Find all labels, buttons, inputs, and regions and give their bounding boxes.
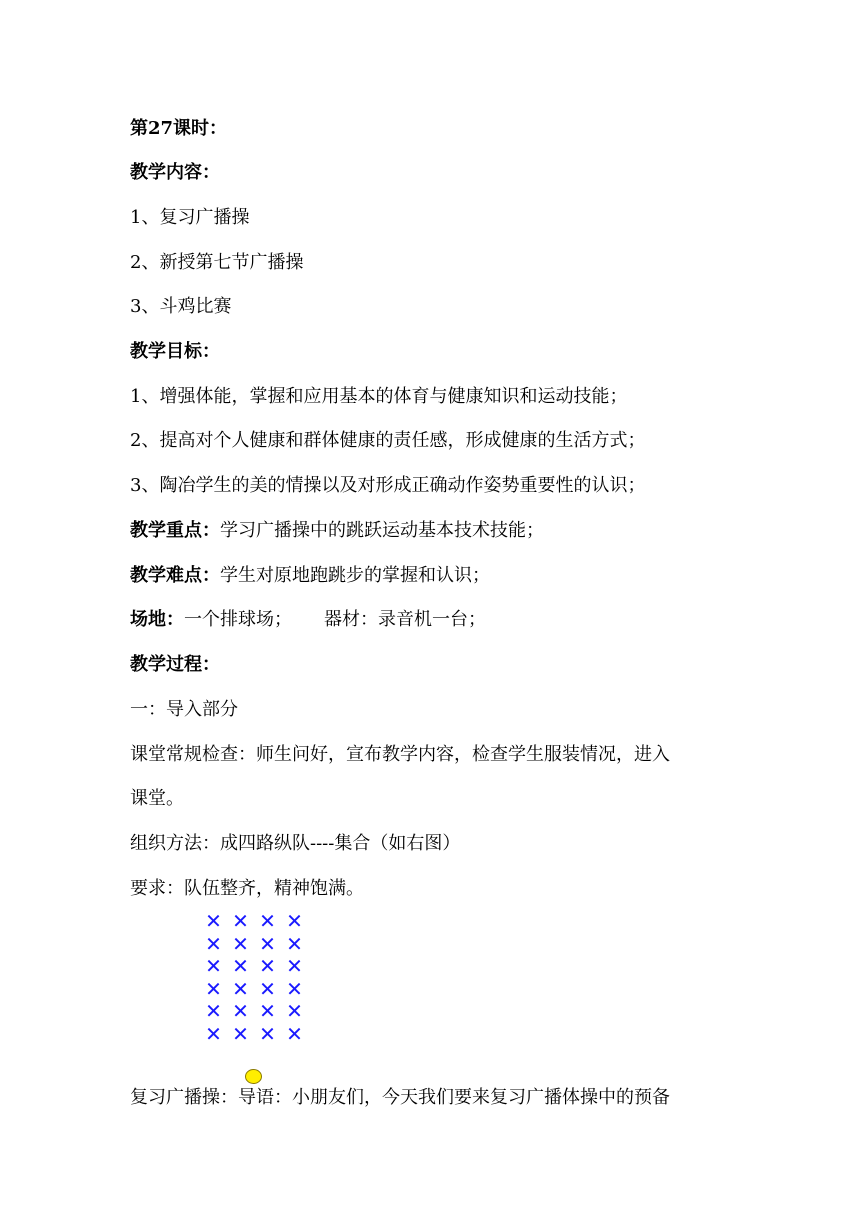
student-cross-icon: ✕ <box>232 999 249 1024</box>
process-heading: 教学过程： <box>130 654 220 675</box>
student-cross-icon: ✕ <box>205 931 222 956</box>
routine-text: 课堂常规检查：师生问好，宣布教学内容，检查学生服装情况，进入 <box>130 744 670 765</box>
difficulty-line <box>130 564 490 588</box>
student-cross-icon: ✕ <box>232 1021 249 1046</box>
student-cross-icon: ✕ <box>232 909 249 934</box>
student-cross-icon: ✕ <box>232 931 249 956</box>
part-one-heading: 一：导入部分 <box>130 699 238 720</box>
student-cross-icon: ✕ <box>205 999 222 1024</box>
goals-heading: 教学目标： <box>130 341 220 362</box>
content-item: 3、斗鸡比赛 <box>130 296 232 317</box>
goal-item: 3、陶冶学生的美的情操以及对形成正确动作姿势重要性的认识； <box>130 475 646 496</box>
formation-diagram <box>200 910 308 1045</box>
student-cross-icon: ✕ <box>259 954 276 979</box>
student-cross-icon: ✕ <box>286 1021 303 1046</box>
student-cross-icon: ✕ <box>259 999 276 1024</box>
goal-item: 2、提高对个人健康和群体健康的责任感，形成健康的生活方式； <box>130 430 646 451</box>
review-text: 复习广播操：导语：小朋友们，今天我们要来复习广播体操中的预备 <box>130 1087 670 1108</box>
key-point-text: 学习广播操中的跳跃运动基本技术技能； <box>220 520 544 541</box>
lesson-title: 第27课时： <box>130 118 228 139</box>
venue-label: 场地： <box>130 609 184 630</box>
student-cross-icon: ✕ <box>232 976 249 1001</box>
difficulty-label: 教学难点： <box>130 565 220 586</box>
venue-text: 一个排球场； <box>184 609 292 630</box>
requirement-text: 要求：队伍整齐，精神饱满。 <box>130 878 364 899</box>
student-cross-icon: ✕ <box>259 1021 276 1046</box>
goal-item: 1、增强体能，掌握和应用基本的体育与健康知识和运动技能； <box>130 386 628 407</box>
organization-text: 组织方法：成四路纵队----集合（如右图） <box>130 833 461 854</box>
student-cross-icon: ✕ <box>259 931 276 956</box>
content-item: 1、复习广播操 <box>130 207 250 228</box>
student-cross-icon: ✕ <box>286 954 303 979</box>
venue-line <box>130 608 486 632</box>
student-cross-icon: ✕ <box>205 909 222 934</box>
yellow-dot-marker <box>245 1069 262 1084</box>
equipment-text: 器材：录音机一台； <box>324 609 486 630</box>
formation-row <box>200 910 308 933</box>
student-cross-icon: ✕ <box>286 909 303 934</box>
routine-text-continued: 课堂。 <box>130 788 184 809</box>
student-cross-icon: ✕ <box>259 909 276 934</box>
student-cross-icon: ✕ <box>205 1021 222 1046</box>
student-cross-icon: ✕ <box>232 954 249 979</box>
difficulty-text: 学生对原地跑跳步的掌握和认识； <box>220 565 490 586</box>
formation-row <box>200 1023 308 1046</box>
formation-row <box>200 1000 308 1023</box>
student-cross-icon: ✕ <box>286 999 303 1024</box>
formation-row <box>200 955 308 978</box>
formation-row <box>200 933 308 956</box>
content-item: 2、新授第七节广播操 <box>130 252 304 273</box>
student-cross-icon: ✕ <box>205 976 222 1001</box>
student-cross-icon: ✕ <box>286 976 303 1001</box>
content-heading: 教学内容： <box>130 162 220 183</box>
student-cross-icon: ✕ <box>286 931 303 956</box>
key-point-label: 教学重点： <box>130 520 220 541</box>
student-cross-icon: ✕ <box>259 976 276 1001</box>
formation-row <box>200 978 308 1001</box>
student-cross-icon: ✕ <box>205 954 222 979</box>
key-point-line <box>130 519 544 543</box>
